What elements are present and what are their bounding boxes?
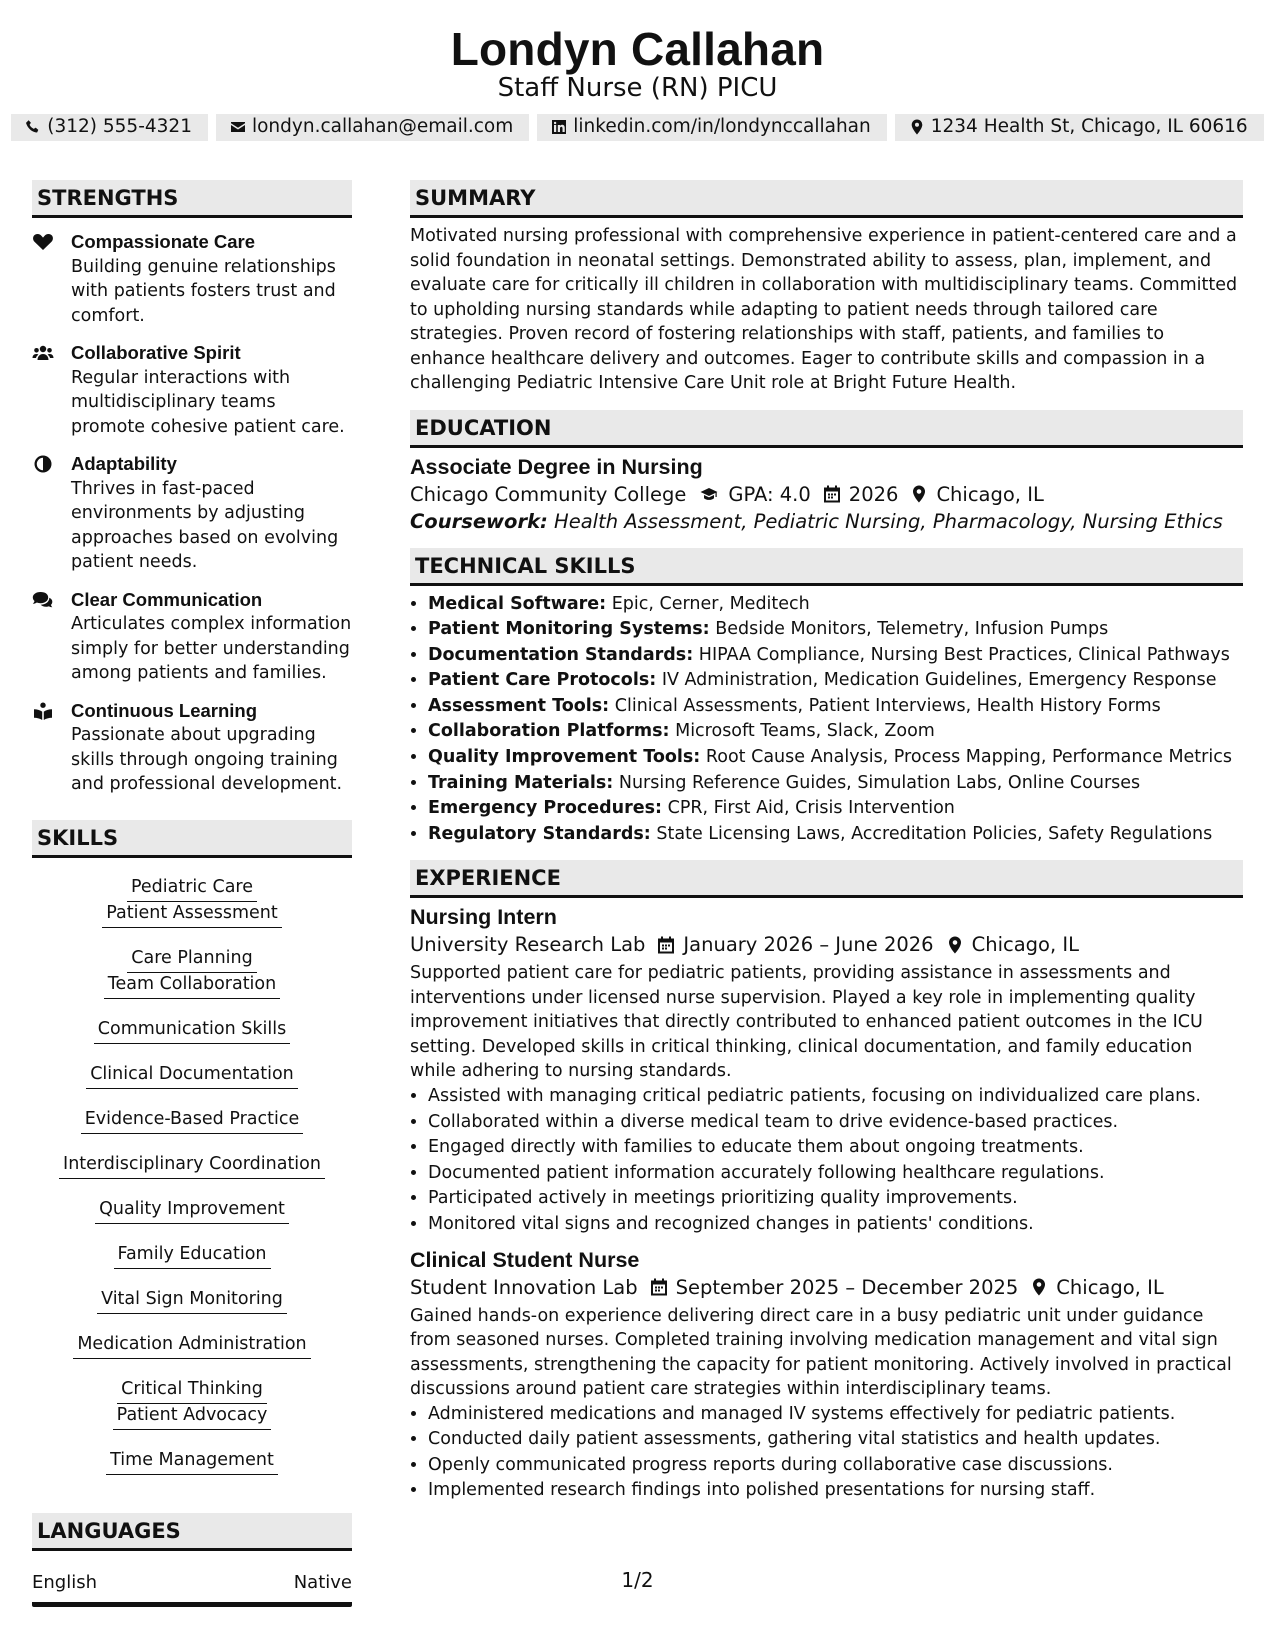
strength-item	[32, 588, 352, 686]
list-item: • Documented patient information accurately following healthcare regulations.	[428, 1161, 1243, 1187]
list-item: • Administered medications and managed IV systems effectively for pediatric patients.	[428, 1402, 1243, 1428]
strength-text: Thrives in fast-paced environments by adjusting approaches based on evolving patient needs.	[71, 478, 339, 572]
skill-label: Patient Care Protocols:	[428, 670, 657, 691]
skill-value: HIPAA Compliance, Nursing Best Practices, Clinical Pathways	[698, 644, 1230, 665]
education-location: Chicago, IL	[936, 482, 1044, 506]
skill-label: Documentation Standards:	[428, 644, 694, 665]
list-item: • Participated actively in meetings prioritizing quality improvements.	[428, 1186, 1243, 1212]
education-heading: EDUCATION	[410, 410, 1243, 448]
skill-tag: Team Collaboration	[104, 973, 280, 999]
list-item	[428, 617, 1243, 643]
technical-skills-list	[410, 592, 1243, 848]
skill-tag: Pediatric Care	[127, 876, 257, 902]
job-summary: Supported patient care for pediatric patients, providing assistance in assessments and interventions under licensed nurse supervision. Played a key role in implementing quality improvement initiatives that directly contributed to enhanced patient outcomes in the ICU setting. Developed skills in critical thinking, clinical documentation, and family education while adhering to nursing standards.	[410, 963, 1203, 1082]
phone-text: (312) 555-4321	[47, 116, 192, 137]
job-title: Nursing Intern	[410, 905, 557, 930]
email-text: londyn.callahan@email.com	[251, 116, 514, 137]
coursework-list: Health Assessment, Pediatric Nursing, Pharmacology, Nursing Ethics	[554, 509, 1223, 533]
list-item: • Implemented research findings into polished presentations for nursing staff.	[428, 1478, 1243, 1504]
skill-value: State Licensing Laws, Accreditation Policies, Safety Regulations	[656, 823, 1213, 844]
skill-value: CPR, First Aid, Crisis Intervention	[667, 798, 955, 819]
skill-value: Root Cause Analysis, Process Mapping, Performance Metrics	[705, 747, 1232, 768]
list-item: • Monitored vital signs and recognized changes in patients' conditions.	[428, 1212, 1243, 1238]
strength-title: Adaptability	[71, 453, 177, 474]
gpa-text: GPA: 4.0	[728, 482, 811, 506]
list-item: • Engaged directly with families to educate them about ongoing treatments.	[428, 1135, 1243, 1161]
job-title: Clinical Student Nurse	[410, 1247, 640, 1272]
list-item: • Assisted with managing critical pediatric patients, focusing on individualized care plans.	[428, 1084, 1243, 1110]
skill-tag: Interdisciplinary Coordination	[59, 1153, 325, 1179]
skill-tag: Care Planning	[127, 947, 256, 973]
education-year: 2026	[848, 482, 899, 506]
strength-item	[32, 452, 352, 575]
strength-item	[32, 341, 352, 439]
list-item: • Conducted daily patient assessments, gathering vital statistics and health updates.	[428, 1427, 1243, 1453]
skills-list	[32, 1243, 352, 1269]
comments-icon	[32, 591, 54, 609]
skill-label: Training Materials:	[428, 772, 614, 793]
graduation-cap-icon	[698, 485, 720, 503]
skill-tag: Critical Thinking	[117, 1378, 267, 1404]
skills-list	[32, 1198, 352, 1224]
list-item	[428, 694, 1243, 720]
skill-label: Emergency Procedures:	[428, 798, 663, 819]
skill-tag: Patient Assessment	[102, 902, 281, 928]
address-text: 1234 Health St, Chicago, IL 60616	[930, 116, 1248, 137]
list-item	[428, 643, 1243, 669]
job-meta	[410, 933, 1243, 956]
coursework	[410, 510, 1243, 533]
skills-list	[32, 1153, 352, 1179]
technical-skills-heading: TECHNICAL SKILLS	[410, 548, 1243, 586]
skills-list	[32, 1378, 352, 1430]
summary-heading: SUMMARY	[410, 180, 1243, 218]
skill-tag: Patient Advocacy	[113, 1404, 272, 1430]
list-item	[428, 771, 1243, 797]
degree-title: Associate Degree in Nursing	[410, 454, 703, 479]
skills-list	[32, 1288, 352, 1314]
skills-heading: SKILLS	[32, 820, 352, 858]
map-pin-icon	[1030, 1278, 1048, 1296]
skills-list	[32, 1333, 352, 1359]
skill-label: Assessment Tools:	[428, 695, 610, 716]
list-item	[428, 668, 1243, 694]
skills-list	[32, 947, 352, 999]
job-bullets	[410, 1084, 1243, 1238]
skills-list	[32, 1018, 352, 1044]
skill-value: Clinical Assessments, Patient Interviews, Health History Forms	[614, 695, 1161, 716]
skill-tag: Vital Sign Monitoring	[97, 1288, 287, 1314]
strength-text: Articulates complex information simply for better understanding among patients and families.	[71, 614, 352, 683]
skill-tag: Clinical Documentation	[86, 1063, 298, 1089]
strength-text: Building genuine relationships with patients fosters trust and comfort.	[71, 256, 336, 326]
list-item	[428, 592, 1243, 618]
language-name: English	[32, 1571, 97, 1593]
strength-title: Collaborative Spirit	[71, 342, 241, 363]
summary-text: Motivated nursing professional with comprehensive experience in patient-centered care and a solid foundation in neonatal settings. Demonstrated ability to assess, plan, implement, and evaluate care for critically ill children in collaboration with multidisciplinary teams. Committed to upholding nursing standards while adapting to patient needs through tailored care strategies. Proven record of fostering relationships with staff, patients, and families to enhance healthcare delivery and outcomes. Eager to contribute skills and compassion in a challenging Pediatric Intensive Care Unit role at Bright Future Health.	[410, 226, 1238, 393]
page-number: 1/2	[621, 1568, 654, 1592]
language-level: Native	[293, 1571, 352, 1593]
strength-title: Clear Communication	[71, 588, 263, 610]
skill-value: Bedside Monitors, Telemetry, Infusion Pumps	[715, 619, 1109, 640]
right-column	[410, 180, 1243, 1504]
list-item	[428, 796, 1243, 822]
contact-address	[895, 114, 1264, 141]
phone-icon	[25, 119, 41, 135]
skill-tag: Communication Skills	[94, 1018, 290, 1044]
map-pin-icon	[946, 936, 964, 954]
skill-tag: Medication Administration	[73, 1333, 310, 1359]
map-pin-icon	[910, 485, 928, 503]
users-icon	[32, 344, 54, 362]
job-location: Chicago, IL	[1056, 1275, 1164, 1299]
strength-title: Compassionate Care	[71, 231, 256, 252]
contact-bar	[0, 114, 1275, 141]
strength-item	[32, 699, 352, 797]
left-column	[32, 180, 352, 1607]
envelope-icon	[230, 119, 246, 135]
strength-item	[32, 230, 352, 328]
candidate-name: Londyn Callahan	[450, 23, 825, 75]
education-meta	[410, 483, 1243, 506]
skill-label: Collaboration Platforms:	[428, 721, 670, 742]
job-org: University Research Lab	[410, 933, 646, 957]
skill-tag: Evidence-Based Practice	[81, 1108, 304, 1134]
skill-label: Patient Monitoring Systems:	[428, 619, 710, 640]
skill-label: Quality Improvement Tools:	[428, 747, 701, 768]
languages-heading: LANGUAGES	[32, 1513, 352, 1551]
contact-phone	[11, 114, 208, 141]
strengths-heading: STRENGTHS	[32, 180, 352, 218]
reader-icon	[32, 702, 54, 720]
skills-list	[32, 1063, 352, 1089]
skills-list	[32, 1449, 352, 1475]
skill-tag: Family Education	[114, 1243, 271, 1269]
skills-list	[32, 1108, 352, 1134]
strength-text: Passionate about upgrading skills through ongoing training and professional development.	[71, 725, 343, 794]
coursework-label: Coursework:	[410, 509, 548, 533]
list-item	[428, 822, 1243, 848]
skill-value: Nursing Reference Guides, Simulation Labs, Online Courses	[618, 772, 1141, 793]
calendar-icon	[657, 936, 675, 954]
skill-tag: Quality Improvement	[95, 1198, 289, 1224]
job-dates: September 2025 – December 2025	[675, 1275, 1019, 1299]
heart-icon	[32, 233, 54, 251]
skill-value: IV Administration, Medication Guidelines, Emergency Response	[661, 670, 1217, 691]
job-location: Chicago, IL	[971, 933, 1079, 957]
skills-list	[32, 876, 352, 928]
school-name: Chicago Community College	[410, 482, 687, 506]
skill-label: Regulatory Standards:	[428, 823, 651, 844]
job-summary: Gained hands-on experience delivering direct care in a busy pediatric unit under guidance from seasoned nurses. Completed training involving medication management and vital sign assessments, strengthening the capacity for patient monitoring. Actively involved in practical discussions around patient care strategies within interdisciplinary teams.	[410, 1305, 1232, 1399]
calendar-icon	[650, 1278, 668, 1296]
map-pin-icon	[909, 119, 925, 135]
job-meta	[410, 1276, 1243, 1299]
strength-title: Continuous Learning	[71, 699, 258, 721]
linkedin-icon	[551, 119, 567, 135]
job-dates: January 2026 – June 2026	[683, 933, 934, 957]
job-title: Staff Nurse (RN) PICU	[497, 73, 778, 103]
experience-heading: EXPERIENCE	[410, 860, 1243, 898]
list-item	[428, 719, 1243, 745]
skill-value: Epic, Cerner, Meditech	[611, 593, 810, 614]
adjust-icon	[32, 455, 54, 473]
job-org: Student Innovation Lab	[410, 1275, 638, 1299]
list-item: • Collaborated within a diverse medical team to drive evidence-based practices.	[428, 1110, 1243, 1136]
contact-email[interactable]	[216, 114, 529, 141]
linkedin-text: linkedin.com/in/londynccallahan	[573, 116, 871, 137]
skill-label: Medical Software:	[428, 593, 607, 614]
list-item	[428, 745, 1243, 771]
calendar-icon	[823, 485, 841, 503]
job-bullets	[410, 1402, 1243, 1504]
contact-linkedin[interactable]	[537, 114, 886, 141]
strength-text: Regular interactions with multidisciplinary teams promote cohesive patient care.	[71, 367, 345, 437]
skill-tag: Time Management	[106, 1449, 278, 1475]
list-item: • Openly communicated progress reports during collaborative case discussions.	[428, 1453, 1243, 1479]
skill-value: Microsoft Teams, Slack, Zoom	[675, 721, 935, 742]
